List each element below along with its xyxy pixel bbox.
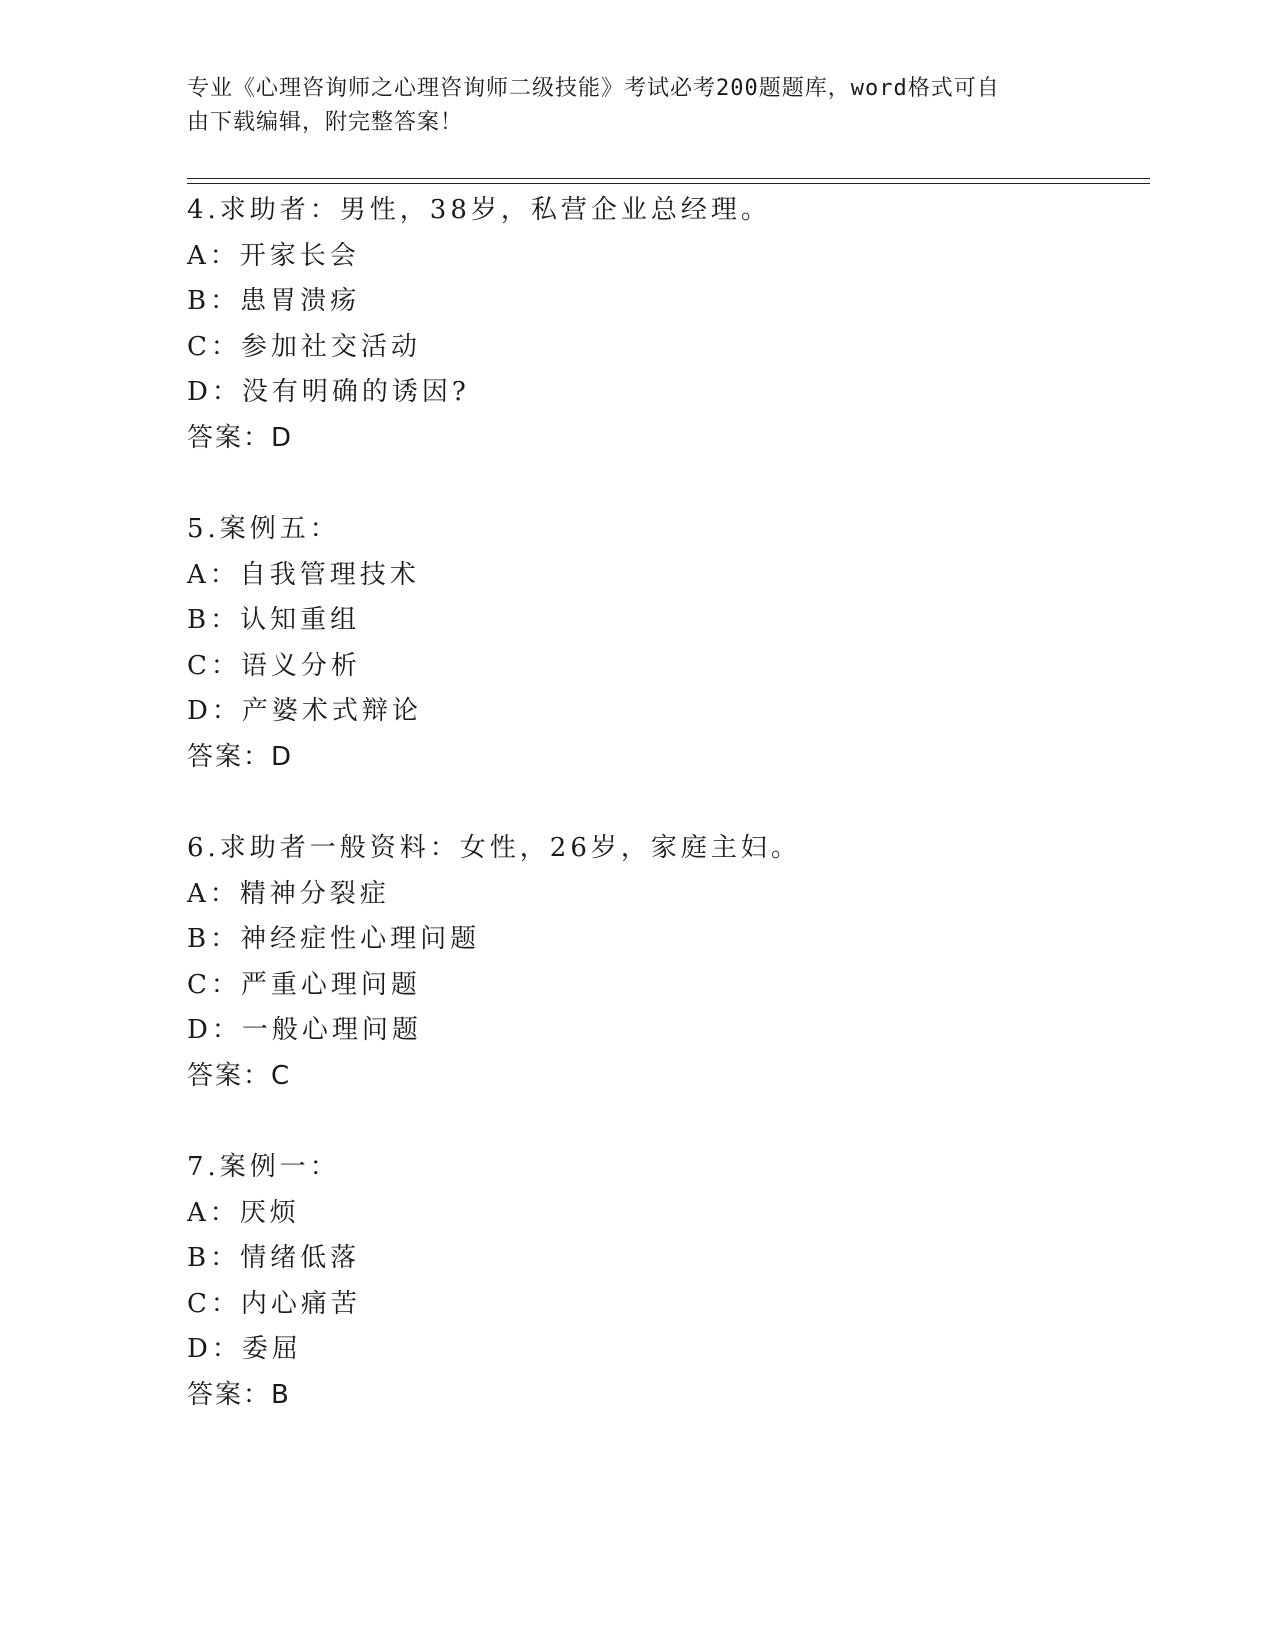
option-d: D：产婆术式辩论	[187, 696, 422, 726]
option-b: B：认知重组	[187, 605, 361, 635]
question-4	[187, 188, 1147, 461]
option-c: C：参加社交活动	[187, 331, 421, 362]
document-header	[187, 72, 1067, 140]
option-d: D：没有明确的诱因?	[187, 377, 470, 407]
header-line-1: 专业《心理咨询师之心理咨询师二级技能》考试必考200题题库，word格式可自	[187, 76, 1000, 101]
answer: 答案：D	[187, 422, 294, 453]
option-d: D：委屈	[187, 1334, 302, 1364]
option-c: C：语义分析	[187, 650, 361, 681]
question-6	[187, 826, 1147, 1099]
option-c: C：严重心理问题	[187, 969, 421, 1000]
header-line-2: 由下载编辑，附完整答案！	[187, 110, 464, 135]
answer: 答案：D	[187, 741, 294, 772]
answer: 答案：B	[187, 1379, 291, 1410]
option-c: C：内心痛苦	[187, 1288, 361, 1319]
option-a: A：精神分裂症	[187, 878, 390, 909]
header-divider-bottom	[187, 183, 1150, 184]
question-stem: 5.案例五：	[187, 514, 340, 544]
option-d: D：一般心理问题	[187, 1015, 422, 1045]
question-stem: 6.求助者一般资料：女性，26岁，家庭主妇。	[187, 833, 801, 863]
question-7	[187, 1145, 1147, 1418]
option-b: B：患胃溃疡	[187, 286, 361, 316]
option-a: A：厌烦	[187, 1197, 300, 1228]
option-b: B：神经症性心理问题	[187, 924, 481, 954]
option-a: A：自我管理技术	[187, 559, 420, 590]
option-a: A：开家长会	[187, 240, 360, 271]
question-stem: 4.求助者：男性，38岁，私营企业总经理。	[187, 195, 771, 225]
option-b: B：情绪低落	[187, 1243, 361, 1273]
header-divider-top	[187, 178, 1150, 179]
answer: 答案：C	[187, 1060, 292, 1091]
question-stem: 7.案例一：	[187, 1152, 340, 1182]
question-5	[187, 507, 1147, 780]
